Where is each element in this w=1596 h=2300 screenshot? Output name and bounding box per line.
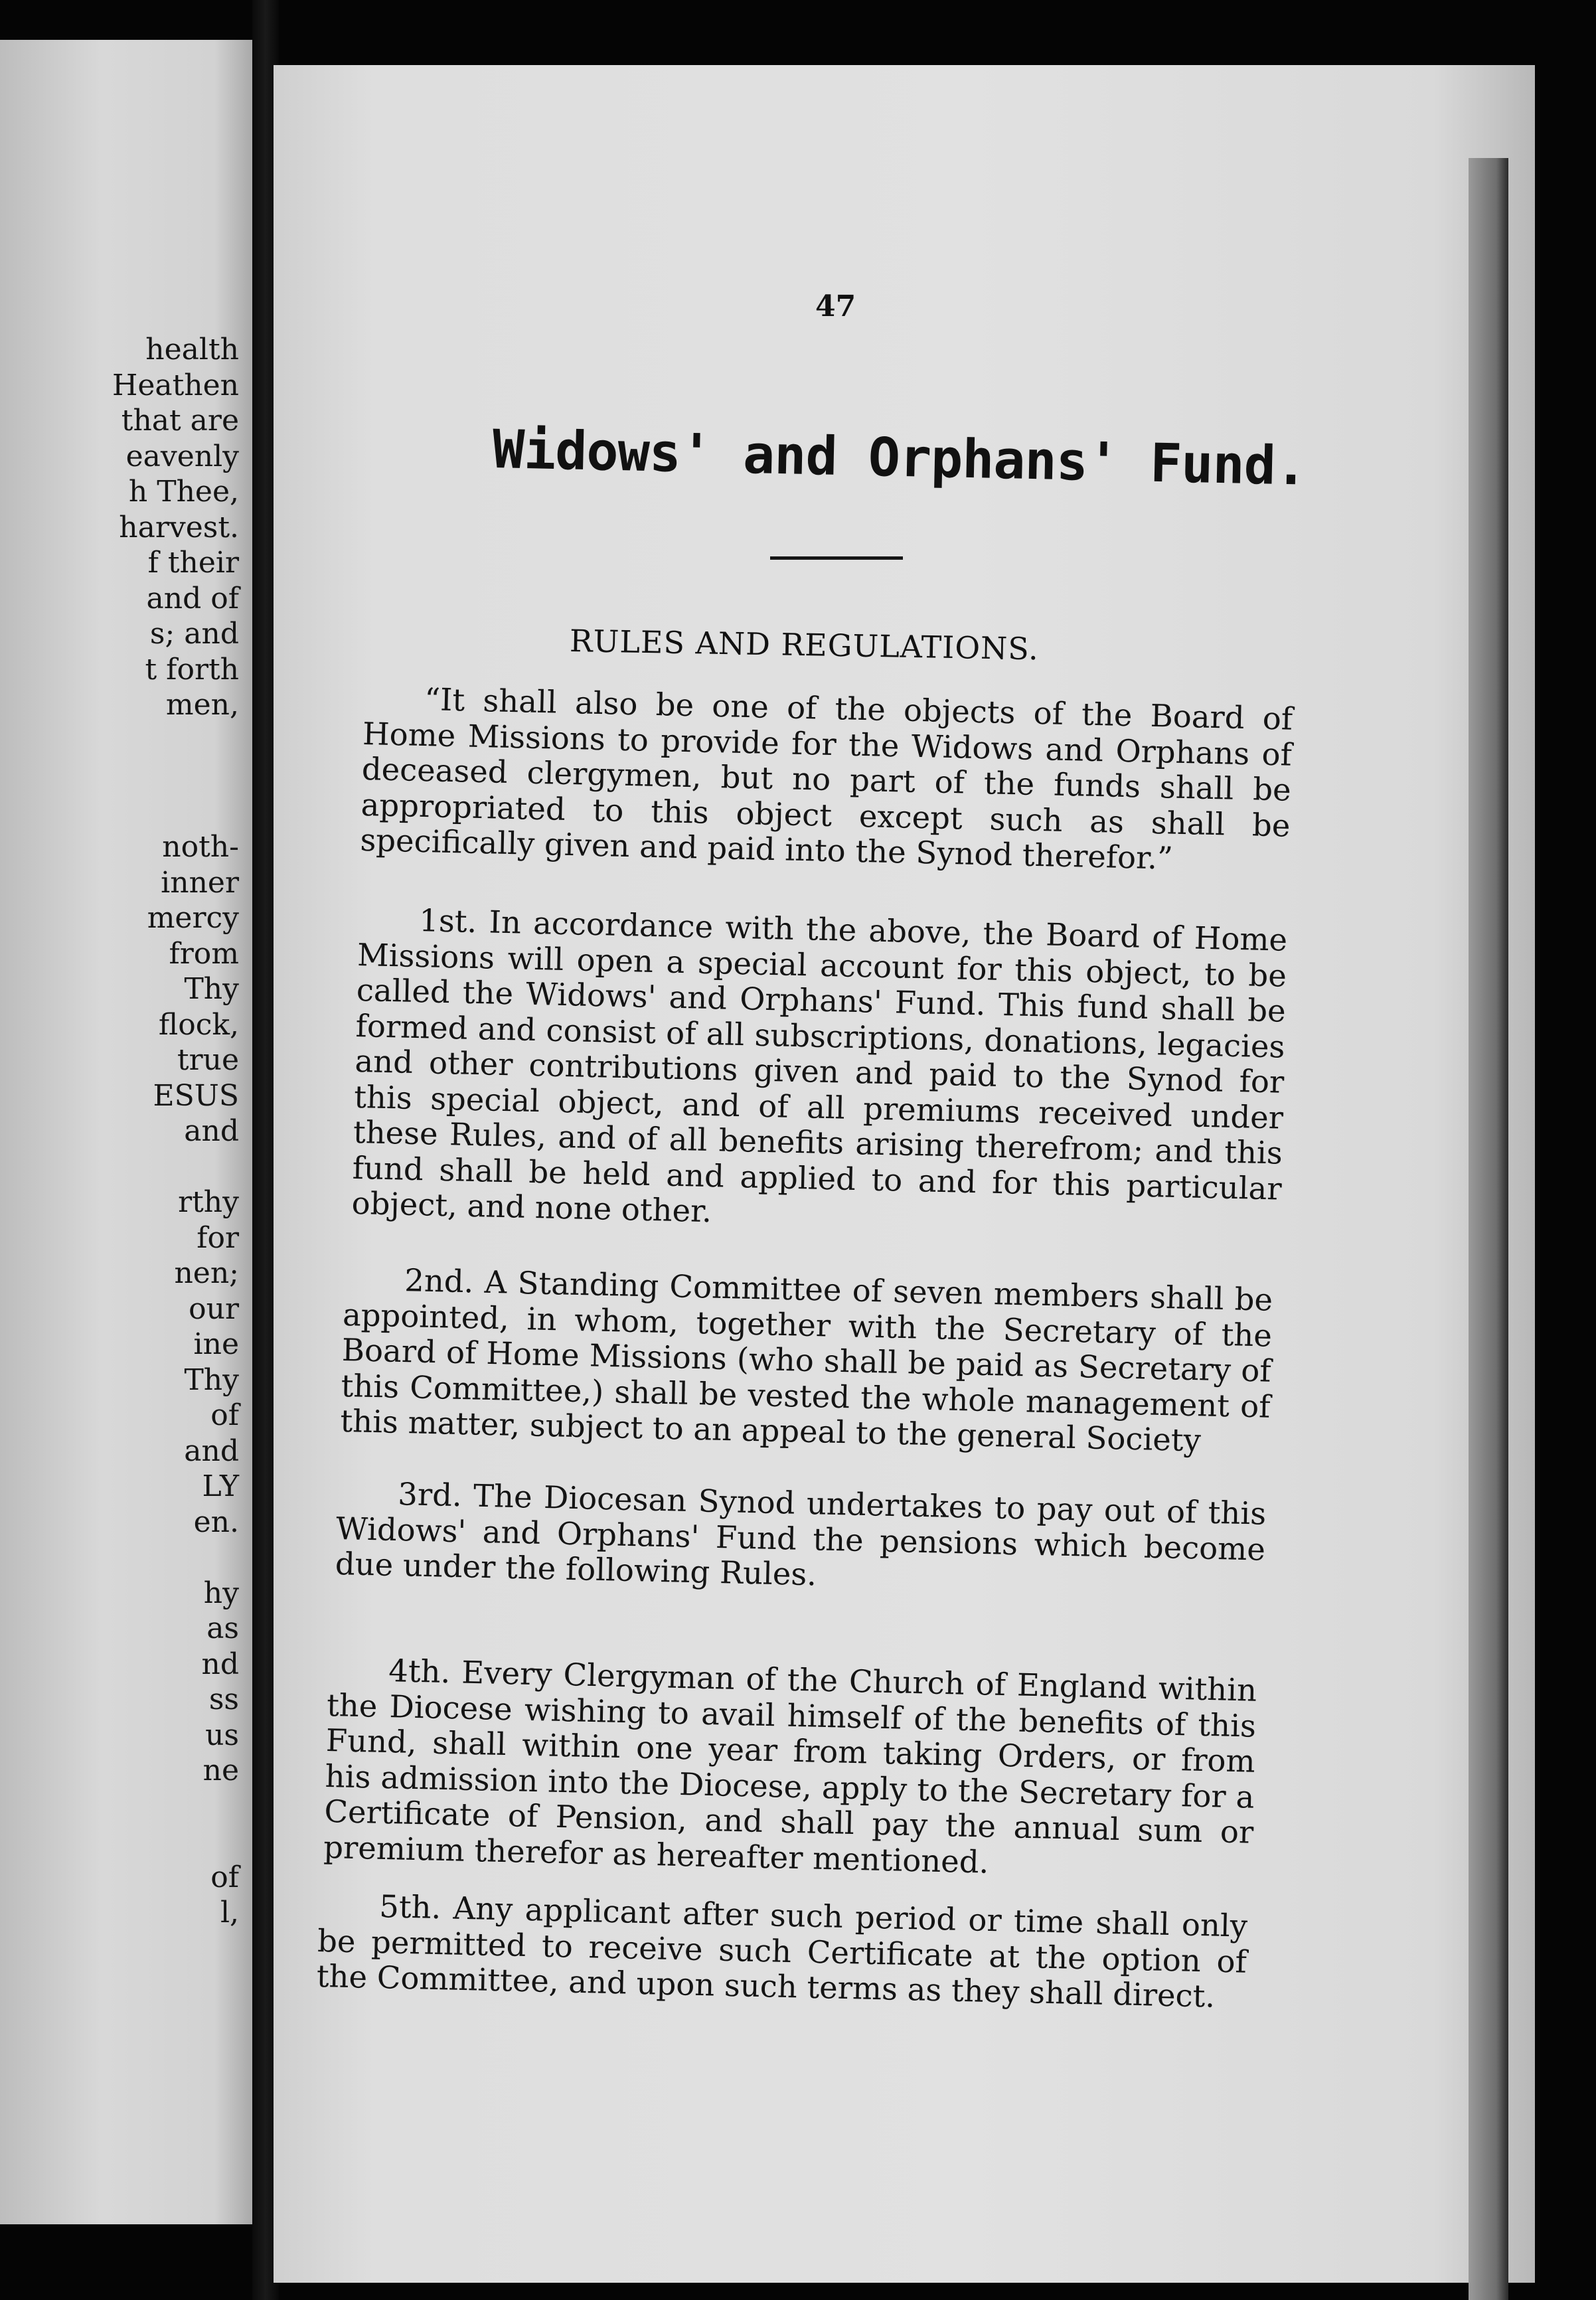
left-page-line	[0, 723, 239, 759]
left-page-line: inner	[161, 865, 239, 900]
left-page-line: from	[169, 936, 239, 971]
left-page-line: us	[205, 1718, 239, 1752]
left-page-line: of	[210, 1860, 239, 1894]
left-page-line: as	[206, 1611, 239, 1645]
left-page-line: Heathen	[112, 368, 239, 402]
left-page-line: l,	[220, 1896, 239, 1930]
left-page-line: ss	[208, 1683, 239, 1716]
left-page-line: flock,	[158, 1007, 239, 1042]
left-page-line: that are	[121, 404, 239, 438]
left-page-line	[0, 758, 239, 794]
left-page-line	[0, 1789, 239, 1825]
left-page-line: h Thee,	[128, 475, 239, 509]
left-page-text	[0, 332, 239, 1931]
left-page-line: f their	[147, 546, 239, 580]
left-page-line: ne	[202, 1754, 239, 1787]
left-page-line: t forth	[145, 652, 239, 687]
left-page-line: nen;	[174, 1256, 239, 1290]
left-page-line: Thy	[184, 972, 239, 1006]
left-page-line: Thy	[184, 1362, 239, 1397]
left-page-line: ine	[193, 1327, 239, 1361]
left-page-line: en.	[193, 1505, 239, 1539]
left-page-line: and	[184, 1434, 239, 1468]
left-page-line: s; and	[149, 617, 239, 651]
body-paragraph-preamble: “It shall also be one of the objects of the Board of Home Missions to provide for the Widows and Orphans of deceased clergymen, but no part of the funds shall be appropriated to this object except such as shall be specifically given and paid into the Synod therefor.”	[359, 681, 1293, 876]
left-page-line	[0, 1540, 239, 1576]
left-page-line: nd	[201, 1647, 239, 1681]
left-page-line: rthy	[178, 1185, 239, 1219]
title-divider	[770, 556, 903, 560]
left-page-line	[0, 1149, 239, 1185]
page-edge-shadow	[1469, 158, 1508, 2300]
left-page-line: true	[177, 1043, 239, 1077]
body-paragraph-rule-2: 2nd. A Standing Committee of seven members shall be appointed, in whom, together with the Secretary of the Board of Home Missions (who shall be paid as Secretary of this Committee,) shall be vested the whole management of this matter, subject to an appeal to the general Society	[339, 1262, 1273, 1459]
body-paragraph-rule-4: 4th. Every Clergyman of the Church of England within the Diocese wishing to avail himself of the benefits of this Fund, shall within one year from taking Orders, or from his admission into the Diocese, apply to the Secretary for a Certificate of Pension, and shall pay the annual sum or premium therefor as hereafter mentioned.	[323, 1653, 1257, 1880]
left-page-line: our	[189, 1291, 239, 1326]
left-page-line: ESUS	[153, 1078, 239, 1113]
left-page-line: and of	[146, 581, 239, 616]
body-paragraph-rule-1: 1st. In accordance with the above, the Board of Home Missions will open a special account for this object, to be called the Widows' and Orphans' Fund. This fund shall be formed and consist of all subscriptions, donations, legacies and other contributions given and paid to the Synod for this special object, and of all premiums received under these Rules, and of all benefits arising therefrom; and this fund shall be held and applied to and for this particular object, and none other.	[351, 902, 1288, 1230]
left-facing-page	[0, 40, 252, 2224]
left-page-line: and	[184, 1114, 239, 1148]
left-page-line: LY	[202, 1469, 239, 1503]
left-page-line: noth-	[162, 830, 239, 864]
left-page-line: hy	[203, 1576, 239, 1610]
left-page-line	[0, 794, 239, 830]
left-page-line: harvest.	[119, 510, 239, 544]
page-number: 47	[815, 289, 856, 323]
left-page-line: of	[210, 1398, 239, 1432]
left-page-line	[0, 1824, 239, 1860]
left-page-line: men,	[165, 688, 239, 722]
left-page-line: health	[145, 333, 239, 367]
section-heading: RULES AND REGULATIONS.	[569, 623, 1040, 667]
page-title: Widows' and Orphans' Fund.	[492, 418, 1307, 497]
left-page-line: mercy	[147, 901, 239, 935]
body-paragraph-rule-3: 3rd. The Diocesan Synod undertakes to pay out of this Widows' and Orphans' Fund the pensions which become due under the following Rules.	[335, 1476, 1267, 1593]
left-page-line: for	[197, 1220, 239, 1255]
body-paragraph-rule-5: 5th. Any applicant after such period or time shall only be permitted to receive such Certificate at the option of the Committee, and upon such terms as they shall direct.	[316, 1888, 1248, 2014]
left-page-line: eavenly	[125, 439, 239, 473]
